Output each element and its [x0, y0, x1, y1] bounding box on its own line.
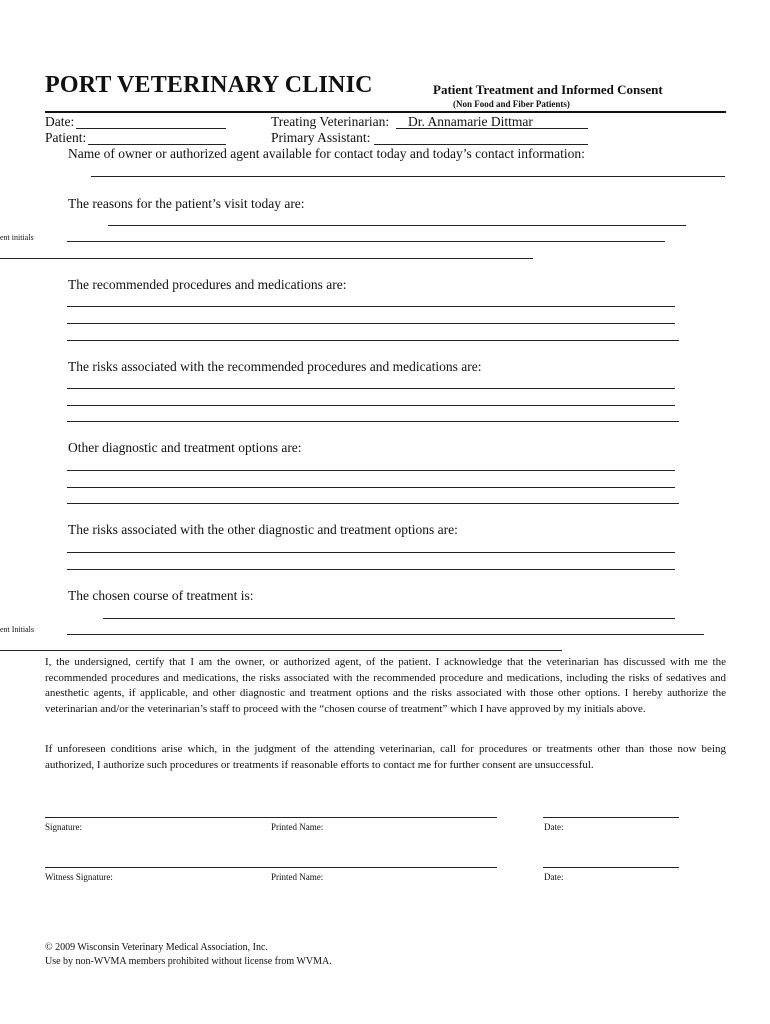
recommended-line[interactable] [67, 306, 675, 307]
risks-recommended-line[interactable] [67, 405, 675, 406]
other-options-label: Other diagnostic and treatment options are: [68, 440, 302, 455]
risks-other-line[interactable] [67, 552, 675, 553]
initials-line[interactable] [0, 258, 533, 259]
treating-vet-label: Treating Veterinarian: [271, 114, 390, 129]
date-field[interactable] [76, 128, 226, 129]
other-options-line[interactable] [67, 503, 679, 504]
risks-recommended-line[interactable] [67, 388, 675, 389]
consent-paragraph: I, the undersigned, certify that I am the owner, or authorized agent, of the patient. I acknowledge that the veterinarian has discussed with me the recommended procedures and medications, the risks associated with the recommended procedure and medications, including the risks of sedatives and anesthetic agents, if applicable, and other diagnostic and treatment options and the risks associated with those other options. I hereby authorize the veterinarian and/or the veterinarian’s staff to proceed with the “chosen course of treatment” which I have approved by my initials above. [45, 656, 726, 715]
chosen-line[interactable] [103, 618, 675, 619]
patient-field[interactable] [88, 144, 226, 145]
copyright-notice: © 2009 Wisconsin Veterinary Medical Association, Inc. [45, 942, 268, 953]
license-note: Use by non-WVMA members prohibited without license from WVMA. [45, 956, 332, 967]
reasons-label: The reasons for the patient’s visit today are: [68, 196, 305, 211]
witness-signature-label: Witness Signature: [45, 872, 113, 882]
signature-line[interactable] [45, 817, 497, 818]
chosen-label: The chosen course of treatment is: [68, 588, 254, 603]
other-options-line[interactable] [67, 487, 675, 488]
patient-label: Patient: [45, 130, 87, 145]
witness-printed-name-label: Printed Name: [271, 872, 324, 882]
witness-date-label: Date: [544, 872, 564, 882]
client-initials-label: ent initials [0, 233, 34, 242]
chosen-line[interactable] [67, 634, 704, 635]
reasons-line[interactable] [67, 241, 665, 242]
unforeseen-paragraph: If unforeseen conditions arise which, in the judgment of the attending veterinarian, call for procedures or treatments other than those now being authorized, I authorize such procedures or treatments if reasonable efforts to contact me for further consent are unsuccessful. [45, 743, 726, 771]
witness-date-line[interactable] [543, 867, 679, 868]
primary-assistant-field[interactable] [374, 144, 588, 145]
date-label: Date: [45, 114, 75, 129]
risks-other-label: The risks associated with the other diagnostic and treatment options are: [68, 522, 458, 537]
client-initials-label-2: ent Initials [0, 625, 34, 634]
risks-recommended-label: The risks associated with the recommended procedures and medications are: [68, 359, 482, 374]
signature-date-line[interactable] [543, 817, 679, 818]
other-options-line[interactable] [67, 470, 675, 471]
owner-contact-field[interactable] [91, 176, 725, 177]
printed-name-label: Printed Name: [271, 822, 324, 832]
risks-recommended-line[interactable] [67, 421, 679, 422]
primary-assistant-label: Primary Assistant: [271, 130, 371, 145]
recommended-line[interactable] [67, 340, 679, 341]
risks-other-line[interactable] [67, 569, 675, 570]
signature-date-label: Date: [544, 822, 564, 832]
recommended-label: The recommended procedures and medications are: [68, 277, 347, 292]
form-subtitle: (Non Food and Fiber Patients) [453, 99, 570, 109]
owner-contact-label: Name of owner or authorized agent available for contact today and today’s contact information: [68, 146, 585, 161]
form-title: Patient Treatment and Informed Consent [433, 82, 663, 97]
reasons-line[interactable] [108, 225, 686, 226]
treating-vet-field[interactable] [396, 128, 588, 129]
initials-line[interactable] [0, 650, 562, 651]
header-rule [45, 111, 726, 113]
witness-signature-line[interactable] [45, 867, 497, 868]
recommended-line[interactable] [67, 323, 675, 324]
signature-label: Signature: [45, 822, 82, 832]
clinic-name: PORT VETERINARY CLINIC [45, 72, 373, 98]
treating-vet-value: Dr. Annamarie Dittmar [408, 114, 533, 129]
